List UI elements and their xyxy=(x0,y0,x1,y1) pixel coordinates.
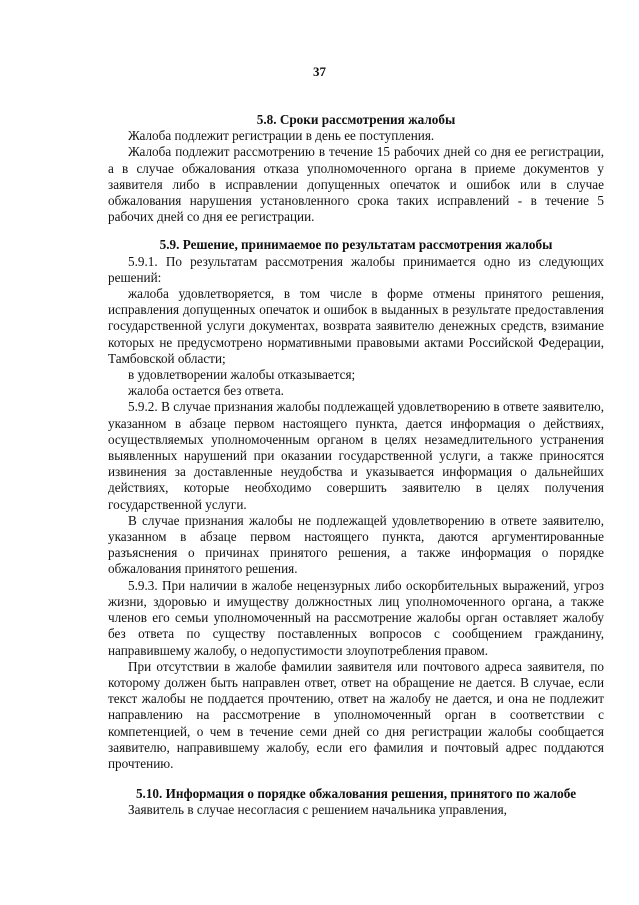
paragraph: Жалоба подлежит регистрации в день ее поступления. xyxy=(128,128,435,144)
document-body xyxy=(108,112,604,819)
paragraph: в удовлетворении жалобы отказывается; xyxy=(128,367,356,383)
paragraph: 5.9.1. По результатам рассмотрения жалобы принимается одно из следующих решений: xyxy=(108,253,604,285)
paragraph: При отсутствии в жалобе фамилии заявителя или почтового адреса заявителя, по которому должен быть направлен ответ, ответ на обращение не дается. В случае, если текст жалобы не поддается прочтению, ответ на жалобу не дается, и она не подлежит направлению на рассмотрение в уполномоченный орган в соответствии с компетенцией, о чем в течение семи дней со дня регистрации жалобы сообщается заявителю, направившему жалобу, если его фамилия и почтовый адрес поддаются прочтению. xyxy=(108,658,604,771)
paragraph: Жалоба подлежит рассмотрению в течение 15 рабочих дней со дня ее регистрации, а в случае обжалования отказа уполномоченного органа в приеме документов у заявителя либо в исправлении допущенных опечаток и ошибок или в случае обжалования нарушения установленного срока таких исправлений - в течение 5 рабочих дней со дня ее регистрации. xyxy=(108,144,604,225)
paragraph: 5.9.2. В случае признания жалобы подлежащей удовлетворению в ответе заявителю, указанном в абзаце первом настоящего пункта, дается информация о действиях, осуществляемых уполномоченным органом в целях незамедлительного устранения выявленных нарушений при оказании государственной услуги, а также приносятся извинения за доставленные неудобства и указывается информация о дальнейших действиях, которые необходимо совершить заявителю в целях получения государственной услуги. xyxy=(108,399,604,512)
paragraph: Заявитель в случае несогласия с решением начальника управления, xyxy=(128,802,507,818)
section-heading-5-8: 5.8. Сроки рассмотрения жалобы xyxy=(256,112,456,127)
section-heading-5-10: 5.10. Информация о порядке обжалования решения, принятого по жалобе xyxy=(135,786,577,802)
paragraph: жалоба удовлетворяется, в том числе в форме отмены принятого решения, исправления допущенных опечаток и ошибок в выданных в результате предоставления государственной услуги документах, возврата заявителю денежных средств, взимание которых не предусмотрено нормативными правовыми актами Российской Федерации, Тамбовской области; xyxy=(108,286,604,366)
page-number: 37 xyxy=(313,64,326,79)
paragraph: жалоба остается без ответа. xyxy=(128,383,284,399)
section-heading-5-9: 5.9. Решение, принимаемое по результатам рассмотрения жалобы xyxy=(159,237,553,253)
paragraph: В случае признания жалобы не подлежащей удовлетворению в ответе заявителю, указанном в абзаце первом настоящего пункта, даются аргументированные разъяснения о причинах принятого решения, а также информация о порядке обжалования принятого решения. xyxy=(108,512,604,577)
paragraph: 5.9.3. При наличии в жалобе нецензурных либо оскорбительных выражений, угроз жизни, здоровью и имуществу должностных лиц уполномоченного органа, а также членов его семьи уполномоченный на рассмотрение жалобы орган оставляет жалобу без ответа по существу поставленных вопросов с сообщением гражданину, направившему жалобу, о недопустимости злоупотребления правом. xyxy=(108,577,604,658)
